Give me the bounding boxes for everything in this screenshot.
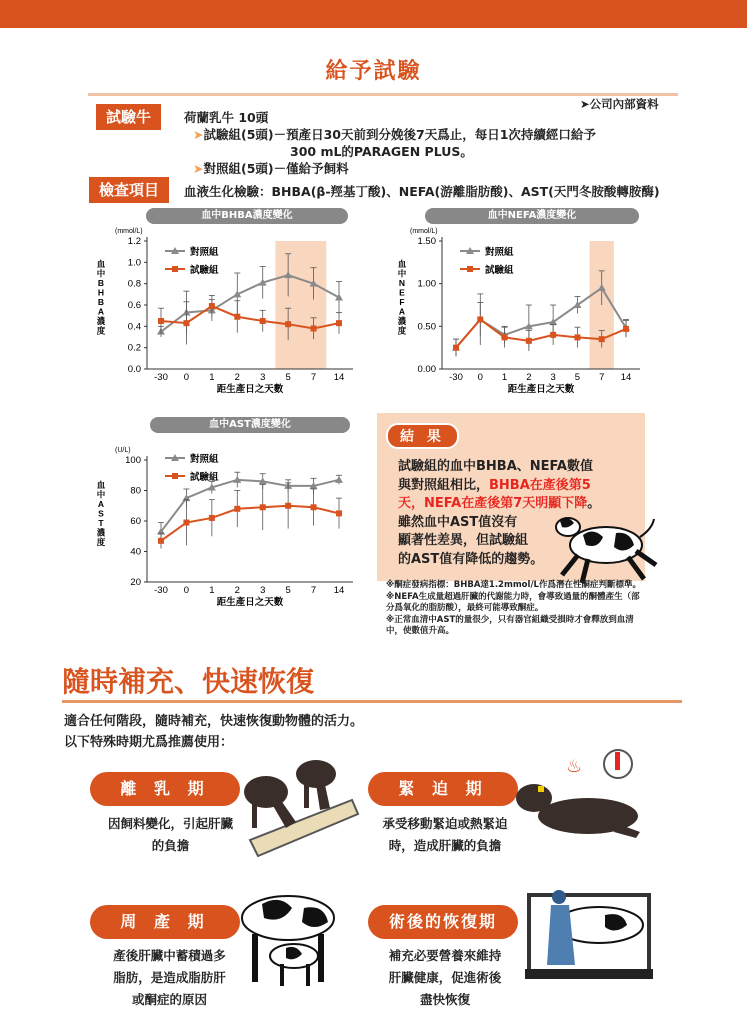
y-tick-label: 100 [125,455,141,466]
y-tick-label: 80 [130,485,141,497]
control-group-line: ➤對照組(5頭)－僅給予飼料 [193,161,349,176]
x-tick-label: 1 [209,585,215,596]
y-tick-label: 0.8 [127,278,141,290]
data-point [183,520,189,526]
legend-label: 對照組 [485,247,514,258]
y-axis-label-char: A [398,306,406,317]
x-tick-label: -30 [154,372,168,383]
data-point [550,332,556,338]
y-tick-label: 0.6 [127,300,141,311]
x-tick-label: 3 [550,372,556,383]
bhba-chart-title: 血中BHBA濃度變化 [146,208,348,224]
weaning-pill: 離 乳 期 [90,772,240,806]
section2-underline [62,700,682,703]
result-text: 試驗組的血中BHBA、NEFA數值 與對照組相比，BHBA在產後第5 天，NEFA在產後第7天明顯下降。 雖然血中AST值沒有 顯著性差異，但試驗組 的AST值有降低的趨勢。 [398,459,601,567]
y-tick-label: 0.50 [417,321,436,333]
x-tick-label: -30 [154,585,168,596]
data-point [335,476,343,483]
arrow-icon: ➤ [193,161,204,176]
data-point [183,320,189,326]
data-point [599,336,605,342]
resting-cow-illustration [508,746,648,846]
data-point [285,321,291,327]
y-axis-label-char: B [97,297,105,307]
legend-marker [467,266,473,272]
stress-pill: 緊 迫 期 [368,772,518,806]
nefa-chart [390,225,652,400]
y-axis-label-char: A [97,306,105,317]
x-tick-label: 2 [526,372,532,383]
y-axis-label-char: 濃 [96,527,106,538]
x-tick-label: 7 [310,372,317,383]
y-tick-label: 0.2 [127,342,141,354]
data-point [209,515,215,521]
data-point [234,506,240,512]
data-point [158,318,164,324]
ast-chart [95,440,365,620]
legend-label: 試驗組 [485,265,514,276]
data-point [260,318,266,324]
x-tick-label: 5 [574,372,581,383]
y-unit-label: (U/L) [115,447,131,454]
x-axis-label: 距生產日之天數 [216,597,284,608]
trial-cattle-label: 試驗牛 [96,104,161,130]
y-axis-label-char: 濃 [96,316,106,326]
x-tick-label: 7 [310,585,317,596]
y-axis-label-char: T [98,517,104,528]
cow-and-calf-illustration [232,878,350,990]
legend-marker [172,266,178,272]
vet-surgery-illustration [515,885,660,985]
y-tick-label: 0.00 [417,364,436,375]
data-point [311,504,317,510]
x-tick-label: 3 [260,585,266,596]
y-axis-label-char: 中 [96,268,106,279]
heat-icon: ♨ [566,756,583,776]
nefa-chart-title: 血中NEFA濃度變化 [425,208,639,224]
y-axis-label-char: F [399,297,405,307]
data-point [285,503,291,509]
trial-group-line-2: 300 mL的PARAGEN PLUS。 [290,144,473,159]
data-point [311,325,317,331]
weaning-desc: 因飼料變化，引起肝臟 的負擔 [107,816,233,853]
periparturient-desc: 產後肝臟中蓄積過多 脂肪，是造成脂肪肝 或酮症的原因 [113,948,226,1007]
top-banner [0,0,747,28]
data-point [574,334,580,340]
x-tick-label: 5 [285,585,291,596]
x-tick-label: 0 [183,372,190,383]
x-tick-label: 14 [620,372,632,383]
x-tick-label: -30 [449,372,463,383]
trial-group-line: ➤試驗組(5頭)－預產日30天前到分娩後7天爲止，每日1次持續經口給予 [193,127,596,142]
cattle-count: 荷蘭乳牛 10頭 [184,110,269,125]
y-axis-label-char: B [97,278,105,288]
post-op-desc: 補充必要營養來維持 肝臟健康，促進術後 盡快恢復 [388,948,502,1007]
y-unit-label: (mmol/L) [115,228,143,235]
y-tick-label: 1.00 [417,278,436,290]
legend-marker [172,473,178,479]
x-tick-label: 14 [333,585,345,596]
x-tick-label: 14 [333,372,345,383]
y-axis-label-char: 血 [397,259,407,269]
x-axis-label: 距生產日之天數 [507,384,575,395]
y-axis-label-char: 度 [96,536,106,547]
y-axis-label-char: 血 [96,479,106,490]
section2-title: 隨時補充、快速恢復 [62,665,315,698]
y-axis-label-char: H [97,287,105,298]
x-tick-label: 5 [285,372,291,383]
data-point [453,345,459,351]
data-point [336,510,342,516]
data-point [526,338,532,344]
x-axis-label: 距生產日之天數 [216,384,284,395]
x-tick-label: 1 [209,372,215,383]
inspection-text: 血液生化檢驗：BHBA(β-羥基丁酸)、NEFA(游離脂肪酸)、AST(天門冬胺酸轉胺酶) [184,184,660,199]
title-underline [88,93,678,96]
data-point [502,334,508,340]
y-axis-label-char: 中 [397,268,407,279]
data-point [336,320,342,326]
y-axis-label-char: S [98,508,104,519]
data-point [477,317,483,323]
data-point [209,303,215,309]
result-label: 結 果 [386,423,459,449]
y-axis-label-char: 中 [96,489,106,500]
x-tick-label: 1 [501,372,508,383]
y-axis-label-char: 血 [96,259,106,269]
inspection-label: 檢查項目 [89,177,169,203]
legend-label: 試驗組 [190,265,219,276]
x-tick-label: 0 [477,372,483,383]
x-tick-label: 0 [183,585,190,596]
periparturient-pill: 周 產 期 [90,905,240,939]
y-tick-label: 20 [130,577,141,588]
x-tick-label: 2 [234,372,240,383]
y-axis-label-char: N [398,278,406,288]
data-point [260,504,266,510]
y-axis-label-char: 濃 [397,316,407,326]
post-op-pill: 術後的恢復期 [368,905,518,939]
legend-label: 對照組 [190,247,219,258]
y-axis-label-char: 度 [96,325,106,336]
y-tick-label: 60 [130,516,141,527]
ast-chart-title: 血中AST濃度變化 [150,417,350,433]
y-tick-label: 1.50 [417,236,436,247]
y-axis-label-char: A [97,498,105,509]
y-tick-label: 1.0 [127,257,141,269]
legend-label: 對照組 [190,454,219,465]
y-axis-label-char: E [399,287,405,298]
data-point [234,314,240,320]
footnotes: ※酮症發病指標：BHBA達1.2mmol/L作爲潛在性酮症判斷標準。 ※NEFA生成量超過肝臟的代謝能力時，會導致過量的酮體產生（部分爲氧化的脂肪酸），最終可能導致酮症。 ※正常血清中AST的量很少，只有器官組織受損時才會釋放到血清中，使數值升高。 [386,580,641,636]
page-title: 給予試驗 [325,59,422,84]
y-tick-label: 0.4 [127,321,141,333]
x-tick-label: 2 [234,585,240,596]
y-tick-label: 1.2 [127,236,141,247]
highlight-band [275,241,326,369]
data-point [623,326,629,332]
section2-intro: 適合任何階段，隨時補充，快速恢復動物體的活力。 以下特殊時期尤爲推薦使用： [64,714,364,750]
legend-label: 試驗組 [190,472,219,483]
y-tick-label: 0.0 [127,364,141,375]
x-tick-label: 7 [599,372,605,383]
calves-feeding-illustration [232,752,360,860]
y-axis-label-char: 度 [397,325,407,336]
stress-desc: 承受移動緊迫或熱緊迫 時，造成肝臟的負擔 [382,816,508,853]
y-tick-label: 40 [130,546,141,558]
confidential-note: ➤公司內部資料 [580,97,659,111]
x-tick-label: 3 [260,372,266,383]
arrow-icon: ➤ [193,127,204,142]
data-point [158,538,164,544]
bhba-chart [95,225,365,400]
y-unit-label: (mmol/L) [410,228,438,235]
